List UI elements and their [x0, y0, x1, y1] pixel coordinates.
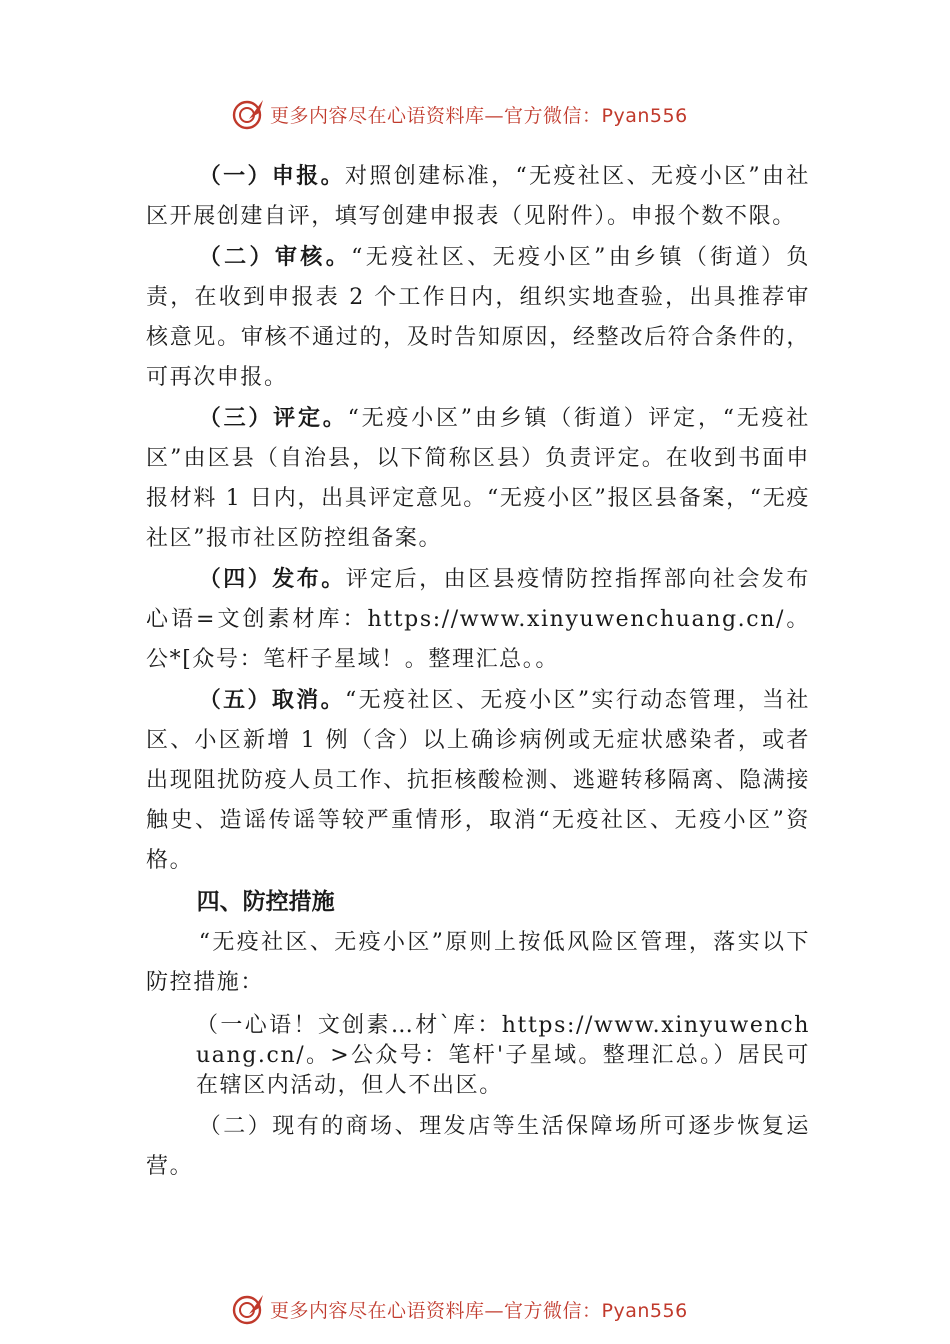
measures-intro: “无疫社区、无疫小区”原则上按低风险区管理，落实以下防控措施： — [146, 930, 810, 995]
paragraph-cancel: （五）取消。“无疫社区、无疫小区”实行动态管理，当社区、小区新增 1 例（含）以上确诊病例或无症状感染者，或者出现阻扰防疫人员工作、抗拒核酸检测、逃避转移隔离、隐满接触史、造谣传谣等较严重情形，取消“无疫社区、无疫小区”资格。 — [146, 687, 810, 873]
watermark-text: 更多内容尽在心语资料库—官方微信：Pyan556 — [270, 1299, 688, 1322]
paragraph-review: （二）审核。“无疫社区、无疫小区”由乡镇（街道）负责，在收到申报表 2 个工作日内，组织实地查验，出具推荐审核意见。审核不通过的，及时告知原因，经整改后符合条件的，可再次申报。 — [146, 244, 810, 390]
watermark-header — [232, 97, 752, 131]
paragraph-apply: （一）申报。对照创建标准，“无疫社区、无疫小区”由社区开展创建自评，填写创建申报表（见附件）。申报个数不限。 — [146, 163, 810, 229]
quill-logo-icon — [232, 1292, 266, 1326]
document-body — [146, 156, 810, 1187]
paragraph-publish: （四）发布。评定后，由区县疫情防控指挥部向社会发布心语=文创素材库：https://www.xinyuwenchuang.cn/。公*[众号：笔杆子星域！。整理汇总。。 — [146, 566, 810, 672]
measure-item-1: （一心语！文创素…材`库：https://www.xinyuwenchuang.cn/。>公众号：笔杆'子星域。整理汇总。）居民可在辖区内活动，但人不出区。 — [196, 1013, 810, 1098]
measure-item-2: （二）现有的商场、理发店等生活保障场所可逐步恢复运营。 — [146, 1114, 810, 1179]
paragraph-evaluate: （三）评定。“无疫小区”由乡镇（街道）评定，“无疫社区”由区县（自治县，以下简称区县）负责评定。在收到书面申报材料 1 日内，出具评定意见。“无疫小区”报区县备案，“无疫社区”报市社区防控组备案。 — [146, 405, 810, 551]
quill-logo-icon — [232, 97, 266, 131]
section-heading: 四、防控措施 — [196, 889, 335, 915]
watermark-footer — [232, 1292, 752, 1326]
watermark-text: 更多内容尽在心语资料库—官方微信：Pyan556 — [270, 104, 688, 127]
